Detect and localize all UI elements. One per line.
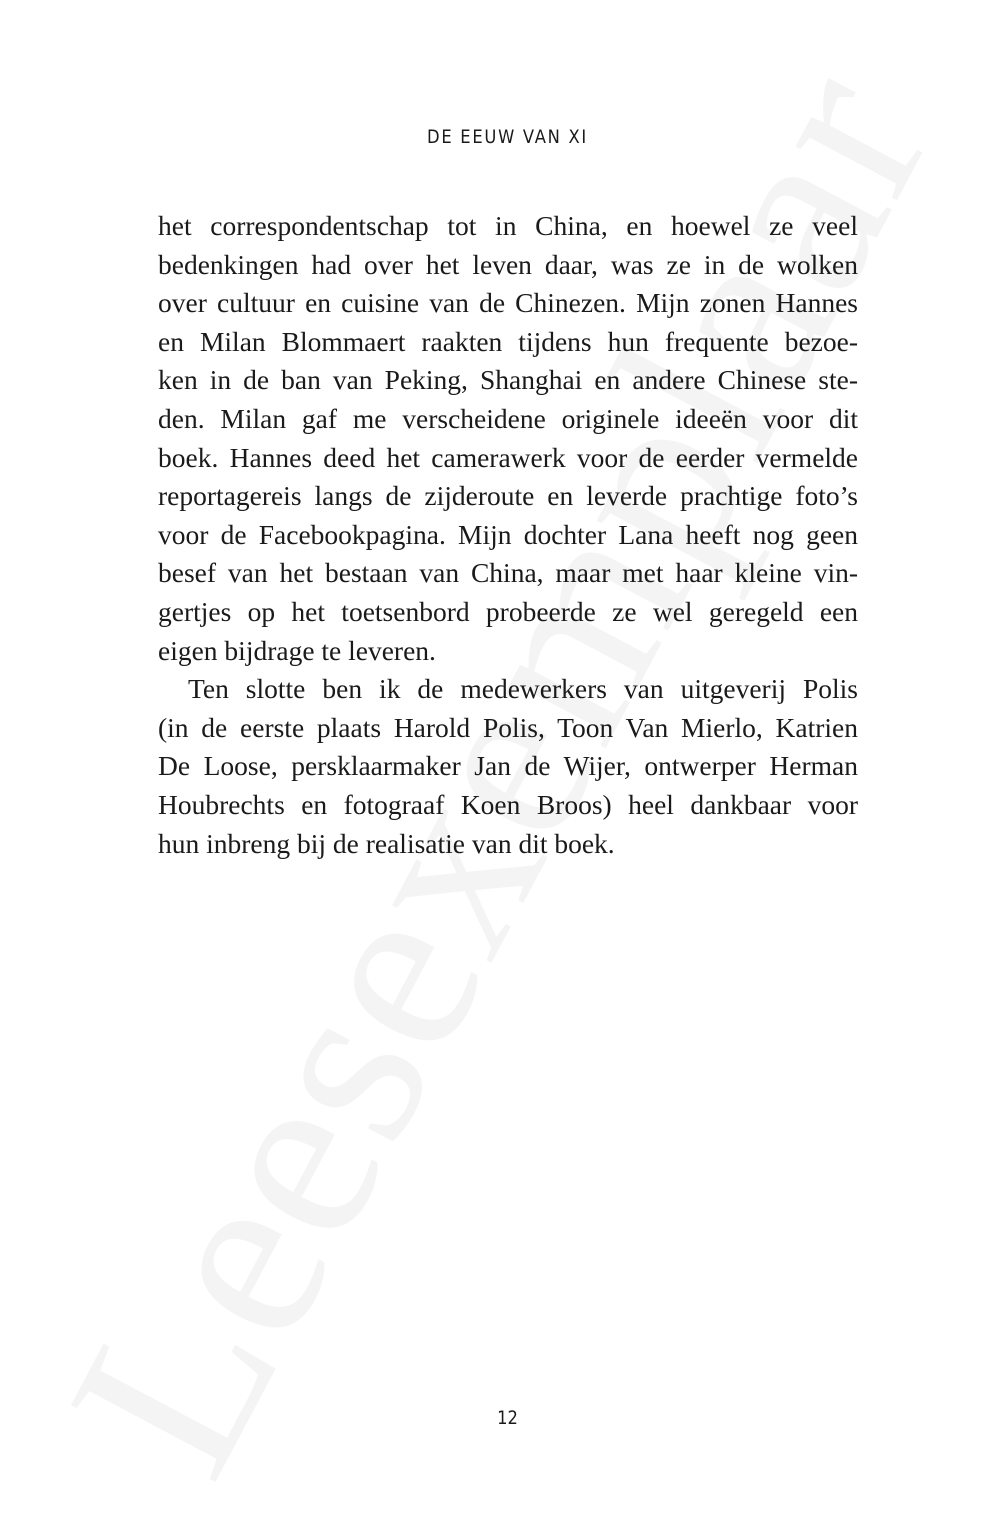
text-line: den. Milan gaf me verscheidene originele ideeën voor dit [158,402,858,434]
text-line: boek. Hannes deed het camerawerk voor de eerder vermelde [158,441,858,473]
text-line: Ten slotte ben ik de medewerkers van uitgeverij Polis [188,673,858,705]
body-text [158,207,858,863]
text-line: en Milan Blommaert raakten tijdens hun frequente bezoe- [158,325,858,357]
text-line: De Loose, persklaarmaker Jan de Wijer, ontwerper Herman [158,750,858,782]
text-line: voor de Facebookpagina. Mijn dochter Lana heeft nog geen [158,518,858,550]
text-line: het correspondentschap tot in China, en hoewel ze veel [158,210,858,241]
page-number: 12 [497,1407,518,1429]
paragraph-1 [158,207,858,670]
text-line: bedenkingen had over het leven daar, was ze in de wolken [158,248,858,280]
text-line: ken in de ban van Peking, Shanghai en andere Chinese ste- [158,364,858,396]
text-line: (in de eerste plaats Harold Polis, Toon Van Mierlo, Katrien [158,711,858,743]
text-line: Houbrechts en fotograaf Koen Broos) heel dankbaar voor [158,788,858,820]
text-line: besef van het bestaan van China, maar met haar kleine vin- [158,557,858,589]
text-line: hun inbreng bij de realisatie van dit boek. [158,827,615,859]
text-line: eigen bijdrage te leveren. [158,634,436,666]
text-line: over cultuur en cuisine van de Chinezen. Mijn zonen Hannes [158,287,858,319]
text-line: gertjes op het toetsenbord probeerde ze wel geregeld een [158,595,858,627]
text-line: reportagereis langs de zijderoute en leverde prachtige foto’s [158,480,858,512]
paragraph-2 [158,670,858,863]
running-head-title: DE EEUW VAN XI [427,126,588,148]
